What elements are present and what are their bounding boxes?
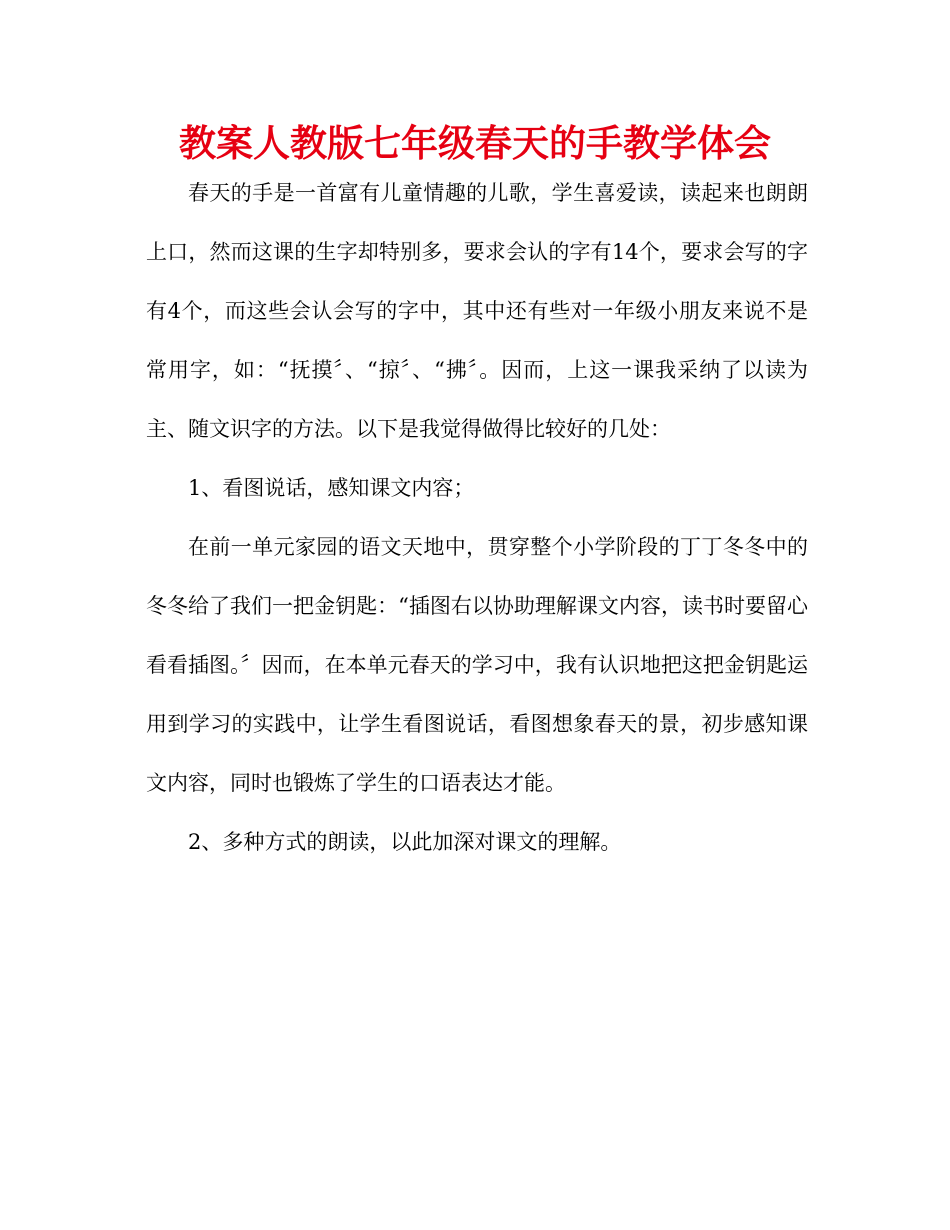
document-title: 教案人教版七年级春天的手教学体会 [179, 122, 771, 165]
paragraph-point-2-heading: 2、多种方式的朗读，以此加深对课文的理解。 [188, 830, 622, 854]
paragraph-intro: 春天的手是一首富有儿童情趣的儿歌，学生喜爱读，读起来也朗朗上口，然而这课的生字却特别多，要求会认的字有14个，要求会写的字有4个，而这些会认会写的字中，其中还有些对一年级小朋友来说不是常用字，如：“抚摸〞、“掠〞、“拂〞。因而，上这一课我采纳了以读为主、随文识字的方法。以下是我觉得做得比较好的几处： [146, 181, 808, 441]
document-body [146, 164, 808, 872]
paragraph-point-1-body: 在前一单元家园的语文天地中，贯穿整个小学阶段的丁丁冬冬中的冬冬给了我们一把金钥匙：“插图右以协助理解课文内容，读书时要留心看看插图。〞因而，在本单元春天的学习中，我有认识地把这把金钥匙运用到学习的实践中，让学生看图说话，看图想象春天的景，初步感知课文内容，同时也锻炼了学生的口语表达才能。 [146, 535, 808, 795]
paragraph-point-1-heading: 1、看图说话，感知课文内容； [188, 476, 475, 500]
